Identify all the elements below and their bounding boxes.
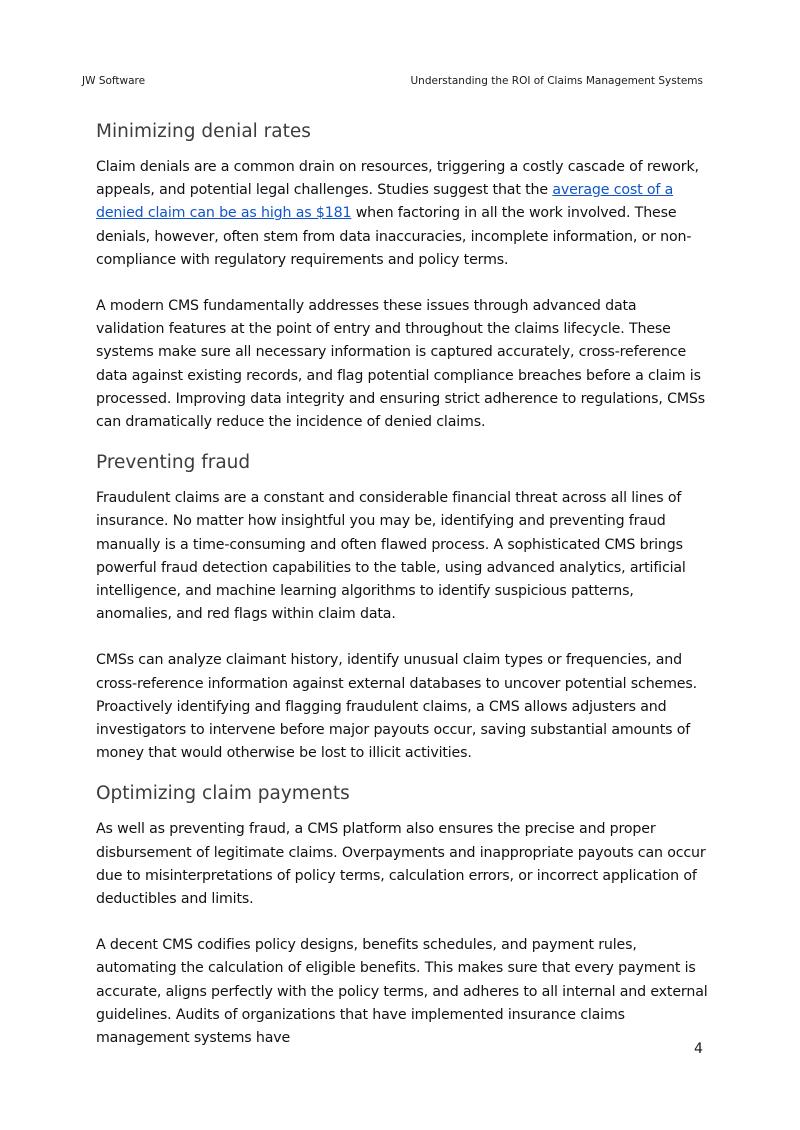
paragraph xyxy=(96,156,708,272)
header-company-name: JW Software xyxy=(82,75,146,87)
section-minimizing-denial-rates xyxy=(96,116,708,434)
page-number: 4 xyxy=(694,1041,703,1057)
paragraph: A modern CMS fundamentally addresses these issues through advanced data validation features at the point of entry and throughout the claims lifecycle. These systems make sure all necessary information is captured accurately, cross-reference data against existing records, and flag potential compliance breaches before a claim is processed. Improving data integrity and ensuring strict adherence to regulations, CMSs can dramatically reduce the incidence of denied claims. xyxy=(96,298,706,431)
paragraph-text: when factoring in all the work involved. These denials, however, often stem from data inaccuracies, incomplete information, or non-compliance with regulatory requirements and policy terms. xyxy=(96,205,692,268)
section-heading: Minimizing denial rates xyxy=(96,121,311,142)
section-preventing-fraud xyxy=(96,447,708,765)
section-heading: Preventing fraud xyxy=(96,452,251,474)
paragraph: Fraudulent claims are a constant and considerable financial threat across all lines of insurance. No matter how insightful you may be, identifying and preventing fraud manually is a time-consuming and often flawed process. A sophisticated CMS brings powerful fraud detection capabilities to the table, using advanced analytics, artificial intelligence, and machine learning algorithms to identify suspicious patterns, anomalies, and red flags within claim data. xyxy=(96,490,686,623)
header-document-title: Understanding the ROI of Claims Management Systems xyxy=(410,75,703,87)
paragraph-text: Claim denials are a common drain on resources, triggering a costly cascade of rework, appeals, and potential legal challenges. Studies suggest that the xyxy=(96,159,699,199)
page-header xyxy=(82,75,703,87)
section-heading: Optimizing claim payments xyxy=(96,783,350,805)
paragraph: CMSs can analyze claimant history, identify unusual claim types or frequencies, and cross-reference information against external databases to uncover potential schemes. Proactively identifying and flagging fraudulent claims, a CMS allows adjusters and investigators to intervene before major payouts occur, saving substantial amounts of money that would otherwise be lost to illicit activities. xyxy=(96,652,697,762)
section-optimizing-claim-payments xyxy=(96,778,708,1050)
paragraph: A decent CMS codifies policy designs, benefits schedules, and payment rules, automating the calculation of eligible benefits. This makes sure that every payment is accurate, aligns perfectly with the policy terms, and adheres to all internal and external guidelines. Audits of organizations that have implemented insurance claims management systems have xyxy=(96,937,708,1047)
document-body xyxy=(96,116,708,1063)
paragraph: As well as preventing fraud, a CMS platform also ensures the precise and proper disbursement of legitimate claims. Overpayments and inappropriate payouts can occur due to misinterpretations of policy terms, calculation errors, or incorrect application of deductibles and limits. xyxy=(96,821,706,908)
denied-claim-cost-link[interactable]: average cost of a denied claim can be as high as $181 xyxy=(96,182,674,222)
